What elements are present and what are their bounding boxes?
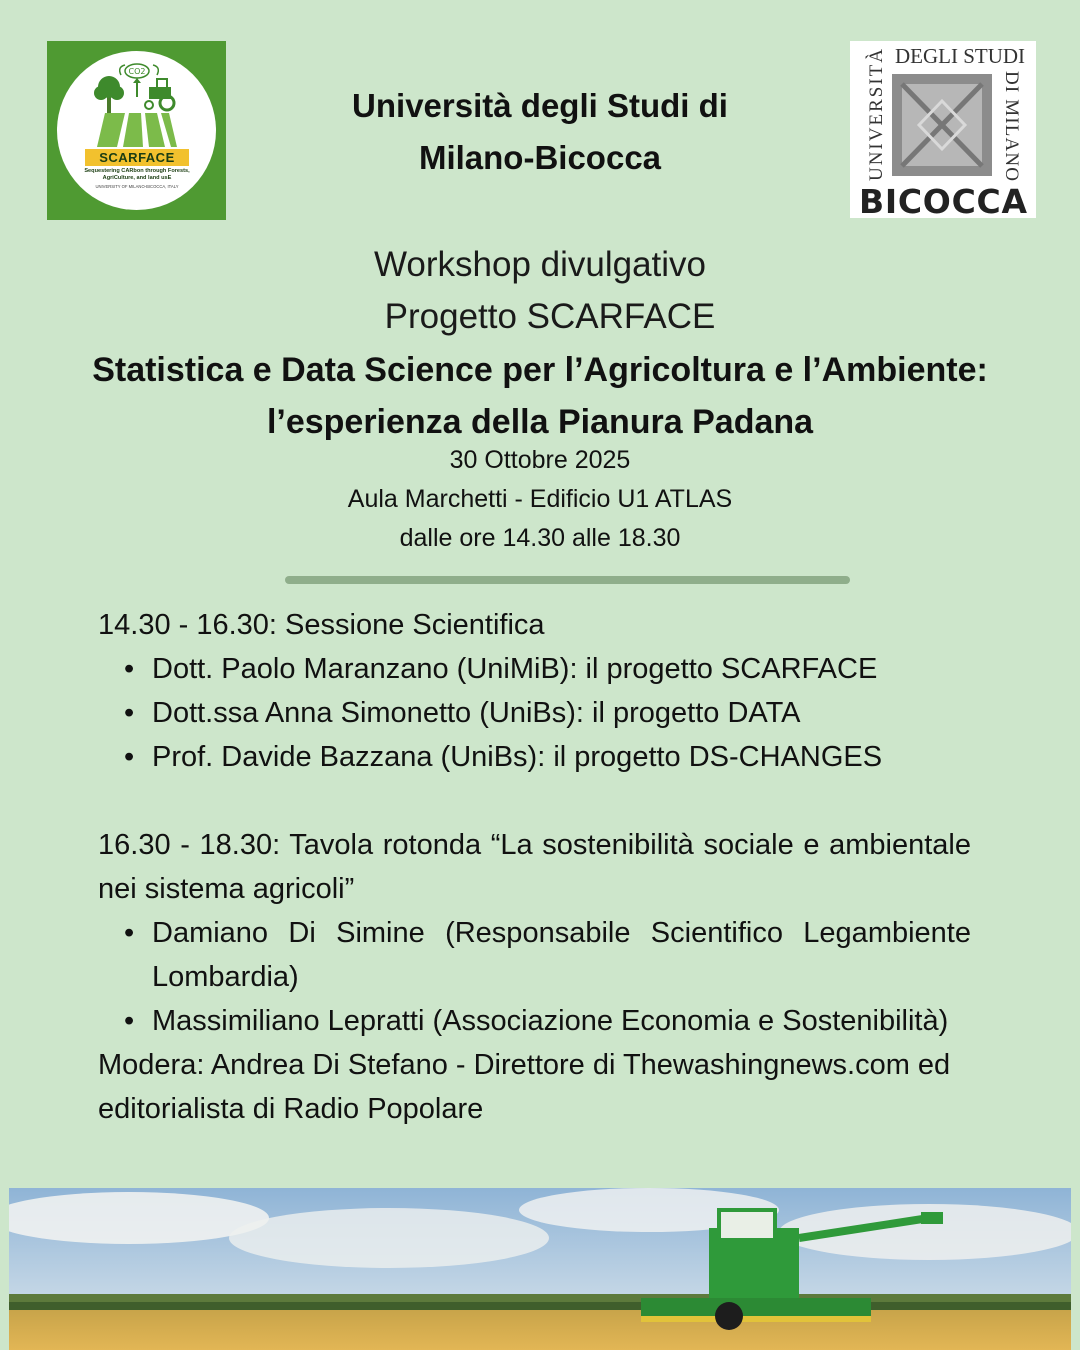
- bicocca-top-text: DEGLI STUDI: [894, 44, 1026, 68]
- bicocca-left-text: UNIVERSITÀ: [866, 49, 887, 181]
- session1-speakers: [98, 647, 971, 779]
- bicocca-bottom-text: BICOCCA: [859, 182, 1027, 218]
- list-item: • Massimiliano Lepratti (Associazione Economia e Sostenibilità): [98, 999, 971, 1043]
- co2-label: CO2: [128, 67, 146, 76]
- scarface-badge: SCARFACE: [85, 149, 189, 166]
- list-item: • Damiano Di Simine (Responsabile Scientifico Legambiente Lombardia): [98, 911, 971, 999]
- list-item: • Prof. Davide Bazzana (UniBs): il progetto DS-CHANGES: [98, 735, 971, 779]
- session2-heading: 16.30 - 18.30: Tavola rotonda “La sostenibilità sociale e ambientale nei sistema agricoli”: [98, 829, 971, 905]
- event-title-line2: l’esperienza della Pianura Padana: [266, 403, 814, 441]
- workshop-kind: Workshop divulgativo: [373, 245, 707, 284]
- bicocca-logo: [850, 41, 1036, 218]
- event-title-line1: Statistica e Data Science per l’Agricoltura e l’Ambiente:: [92, 351, 988, 389]
- scarface-tagline: Sequestering CARbon through Forests, AgriCulture, and land usE: [84, 168, 190, 181]
- combine-harvester-field-image: [9, 1188, 1071, 1350]
- list-item: • Dott. Paolo Maranzano (UniMiB): il progetto SCARFACE: [98, 647, 971, 691]
- bicocca-right-text: DI MILANO: [1001, 71, 1022, 181]
- university-title-line1: Università degli Studi di: [352, 87, 728, 124]
- section-divider: [285, 576, 850, 584]
- bicocca-emblem-icon: [850, 41, 1036, 218]
- moderator: Modera: Andrea Di Stefano - Direttore di Thewashingnews.com ed editorialista di Radio Popolare: [98, 1049, 951, 1125]
- session1-heading: 14.30 - 16.30: Sessione Scientifica: [98, 609, 545, 641]
- scarface-university: UNIVERSITY OF MILANO-BICOCCA, ITALY: [95, 184, 179, 189]
- event-title: [0, 344, 1080, 448]
- program: [98, 603, 971, 1131]
- list-item: • Dott.ssa Anna Simonetto (UniBs): il progetto DATA: [98, 691, 971, 735]
- event-room: Aula Marchetti - Edificio U1 ATLAS: [347, 485, 733, 513]
- university-title: [250, 80, 830, 184]
- scarface-logo: [47, 41, 226, 220]
- university-title-line2: Milano-Bicocca: [418, 139, 662, 176]
- scarface-logo-disc: [57, 51, 216, 210]
- project-name: Progetto SCARFACE: [384, 297, 716, 336]
- wheat-field-photo: [9, 1188, 1071, 1350]
- session2-speakers: [98, 911, 971, 1043]
- event-date: 30 Ottobre 2025: [449, 446, 631, 474]
- event-hours: dalle ore 14.30 alle 18.30: [399, 524, 681, 552]
